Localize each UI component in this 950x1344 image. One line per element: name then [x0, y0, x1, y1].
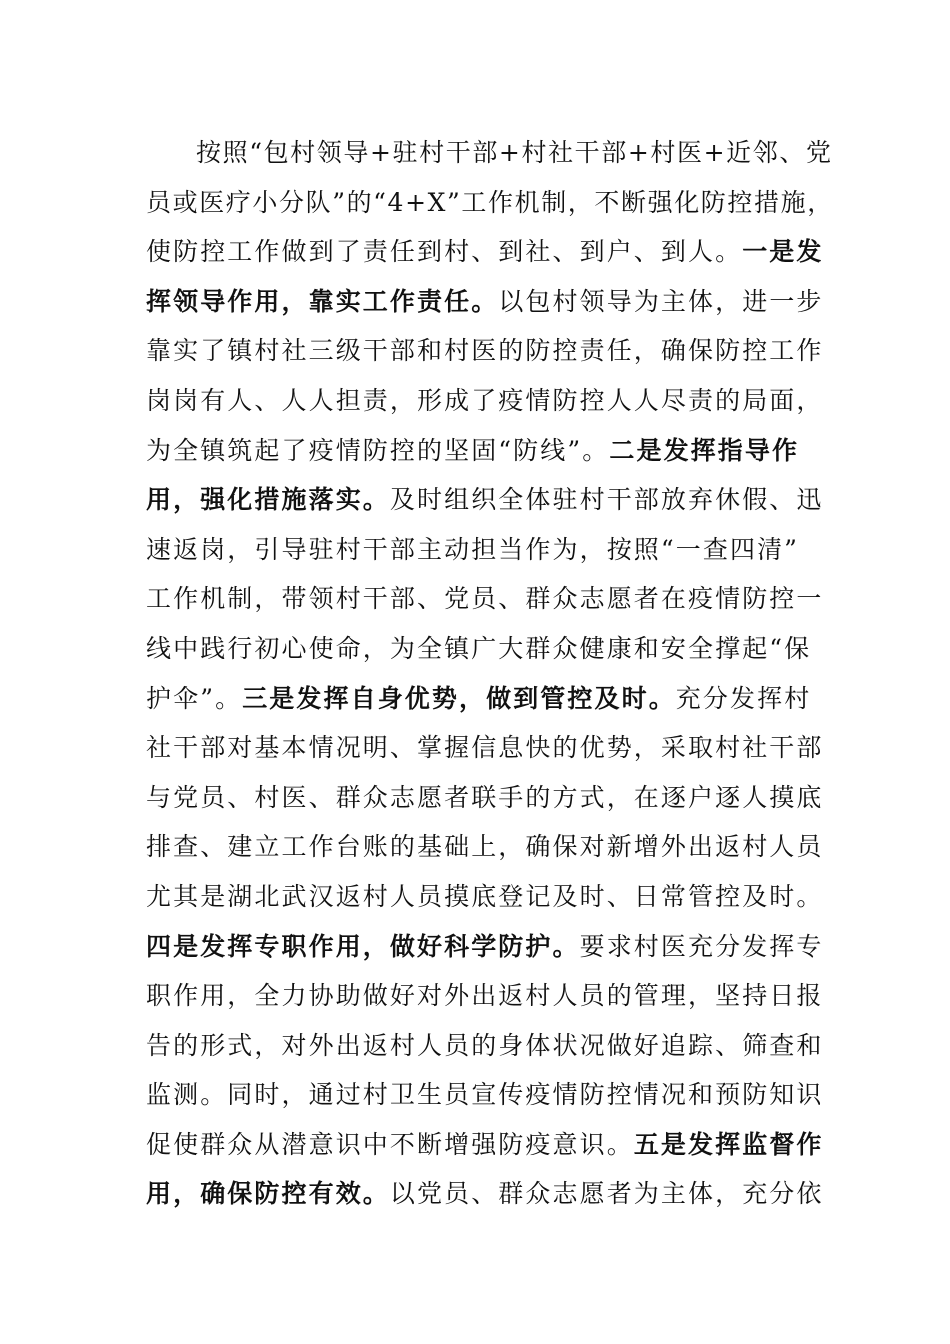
text-segment: 职作用，全力协助做好对外出返村人员的管理，坚持日报	[146, 981, 824, 1011]
text-segment: 充分发挥村	[675, 683, 812, 713]
bold-heading-segment: 四是发挥专职作用，做好科学防护。	[146, 931, 580, 961]
text-line	[146, 277, 836, 327]
text-segment: 为全镇筑起了疫情防控的坚固“防线”。	[146, 435, 610, 465]
text-segment: 以包村领导为主体，进一步	[498, 286, 824, 316]
text-line	[146, 674, 836, 724]
text-line	[146, 773, 836, 823]
text-segment: 员或医疗小分队”的“4+X”工作机制，不断强化防控措施，	[146, 187, 834, 217]
text-line	[146, 872, 836, 922]
text-line	[146, 475, 836, 525]
bold-heading-segment: 用，强化措施落实。	[146, 485, 390, 515]
text-line	[146, 128, 836, 178]
text-line	[146, 227, 836, 277]
body-paragraph	[146, 128, 836, 1219]
text-line	[146, 326, 836, 376]
text-segment: 护伞”。	[146, 683, 243, 713]
text-line	[146, 1021, 836, 1071]
text-line	[146, 574, 836, 624]
text-segment: 岗岗有人、人人担责，形成了疫情防控人人尽责的局面，	[146, 385, 824, 415]
text-segment: 及时组织全体驻村干部放弃休假、迅	[389, 485, 824, 515]
text-line	[146, 525, 836, 575]
text-line	[146, 624, 836, 674]
text-line	[146, 922, 836, 972]
text-segment: 速返岗，引导驻村干部主动担当作为，按照“一查四清”	[146, 534, 800, 564]
text-line	[146, 1169, 836, 1219]
text-line	[146, 178, 836, 228]
text-segment: 以党员、群众志愿者为主体，充分依	[389, 1179, 824, 1209]
text-segment: 靠实了镇村社三级干部和村医的防控责任，确保防控工作	[146, 336, 824, 366]
text-segment: 线中践行初心使命，为全镇广大群众健康和安全撑起“保	[146, 633, 812, 663]
bold-heading-segment: 五是发挥监督作	[633, 1129, 824, 1159]
text-segment: 使防控工作做到了责任到村、到社、到户、到人。	[146, 237, 743, 267]
text-line	[146, 971, 836, 1021]
text-segment: 监测。同时，通过村卫生员宣传疫情防控情况和预防知识	[146, 1080, 824, 1110]
text-segment: 社干部对基本情况明、掌握信息快的优势，采取村社干部	[146, 733, 824, 763]
bold-heading-segment: 用，确保防控有效。	[146, 1179, 390, 1209]
text-segment: 促使群众从潜意识中不断增强防疫意识。	[146, 1129, 634, 1159]
text-line	[146, 376, 836, 426]
bold-heading-segment: 挥领导作用，靠实工作责任。	[146, 286, 499, 316]
text-segment: 工作机制，带领村干部、党员、群众志愿者在疫情防控一	[146, 584, 824, 614]
bold-heading-segment: 三是发挥自身优势，做到管控及时。	[242, 683, 676, 713]
text-line	[146, 822, 836, 872]
text-line	[146, 723, 836, 773]
text-segment: 告的形式，对外出返村人员的身体状况做好追踪、筛查和	[146, 1030, 824, 1060]
text-segment: 与党员、村医、群众志愿者联手的方式，在逐户逐人摸底	[146, 782, 824, 812]
text-line	[146, 426, 836, 476]
text-line	[146, 1120, 836, 1170]
text-segment: 尤其是湖北武汉返村人员摸底登记及时、日常管控及时。	[146, 881, 824, 911]
text-segment: 按照“包村领导+驻村干部+村社干部+村医+近邻、党	[196, 138, 833, 167]
bold-heading-segment: 一是发	[742, 237, 824, 267]
text-line	[146, 1070, 836, 1120]
text-segment: 排查、建立工作台账的基础上，确保对新增外出返村人员	[146, 832, 824, 862]
bold-heading-segment: 二是发挥指导作	[609, 435, 800, 465]
text-segment: 要求村医充分发挥专	[579, 931, 824, 961]
